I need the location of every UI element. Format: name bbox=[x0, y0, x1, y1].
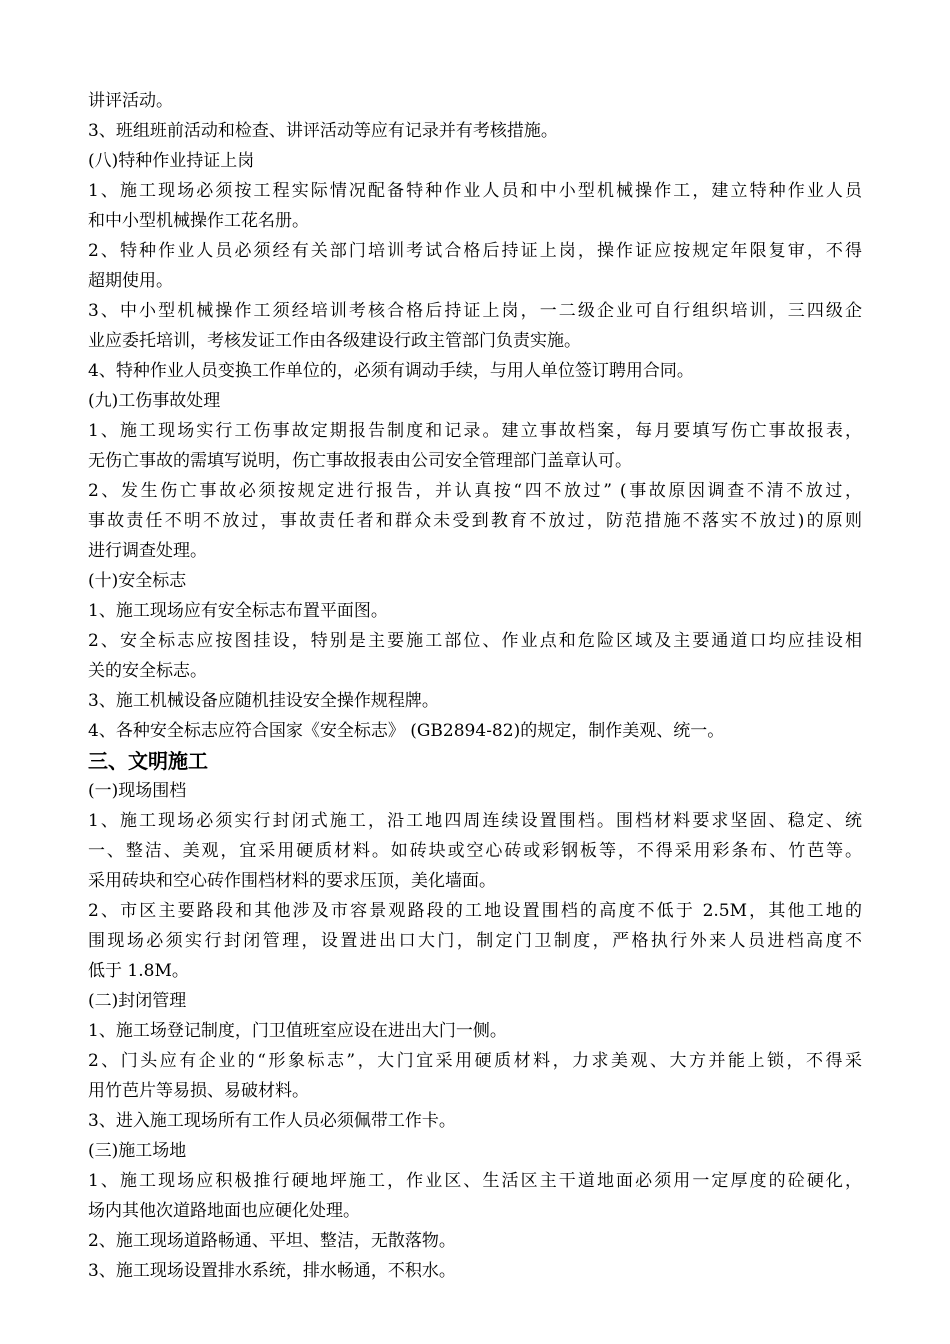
text-line: 讲评活动。 bbox=[88, 91, 173, 111]
text-line: (十)安全标志 bbox=[88, 571, 187, 591]
text-line: 2、门头应有企业的“形象标志”，大门宜采用硬质材料，力求美观、大方并能上锁，不得采 bbox=[88, 1051, 862, 1071]
document-page bbox=[88, 86, 862, 1286]
section-heading: 三、文明施工 bbox=[88, 749, 208, 773]
text-line: 关的安全标志。 bbox=[88, 661, 207, 681]
text-line: 3、施工现场设置排水系统，排水畅通，不积水。 bbox=[88, 1261, 456, 1281]
text-line: 事故责任不明不放过，事故责任者和群众未受到教育不放过，防范措施不落实不放过)的原则 bbox=[88, 511, 862, 531]
text-line: 低于 1.8M。 bbox=[88, 961, 189, 981]
text-line: (二)封闭管理 bbox=[88, 991, 187, 1011]
text-line: 1、施工现场实行工伤事故定期报告制度和记录。建立事故档案，每月要填写伤亡事故报表， bbox=[88, 421, 862, 441]
text-line: (三)施工场地 bbox=[88, 1141, 187, 1161]
text-line: 3、中小型机械操作工须经培训考核合格后持证上岗，一二级企业可自行组织培训，三四级企 bbox=[88, 301, 862, 321]
text-line: 超期使用。 bbox=[88, 271, 173, 291]
text-line: (九)工伤事故处理 bbox=[88, 391, 221, 411]
text-line: 一、整洁、美观，宜采用硬质材料。如砖块或空心砖或彩钢板等，不得采用彩条布、竹芭等。 bbox=[88, 841, 862, 861]
text-line: (八)特种作业持证上岗 bbox=[88, 151, 255, 171]
text-line: 和中小型机械操作工花名册。 bbox=[88, 211, 309, 231]
text-line: 围现场必须实行封闭管理，设置进出口大门，制定门卫制度，严格执行外来人员进档高度不 bbox=[88, 931, 862, 951]
text-line: 2、特种作业人员必须经有关部门培训考试合格后持证上岗，操作证应按规定年限复审，不得 bbox=[88, 241, 862, 261]
text-line: 1、施工场登记制度，门卫值班室应设在进出大门一侧。 bbox=[88, 1021, 507, 1041]
text-line: 用竹芭片等易损、易破材料。 bbox=[88, 1081, 309, 1101]
text-line: 2、发生伤亡事故必须按规定进行报告，并认真按“四不放过” (事故原因调查不清不放过， bbox=[88, 481, 862, 501]
text-line: 1、施工现场必须按工程实际情况配备特种作业人员和中小型机械操作工，建立特种作业人员 bbox=[88, 181, 862, 201]
text-line: 1、施工现场应有安全标志布置平面图。 bbox=[88, 601, 388, 621]
text-line: 2、市区主要路段和其他涉及市容景观路段的工地设置围档的高度不低于 2.5M，其他工地的 bbox=[88, 901, 862, 921]
text-line: (一)现场围档 bbox=[88, 781, 187, 801]
text-line: 2、施工现场道路畅通、平坦、整洁，无散落物。 bbox=[88, 1231, 456, 1251]
text-line: 3、施工机械设备应随机挂设安全操作规程牌。 bbox=[88, 691, 439, 711]
text-line: 1、施工现场应积极推行硬地坪施工，作业区、生活区主干道地面必须用一定厚度的砼硬化， bbox=[88, 1171, 862, 1191]
text-line: 4、各种安全标志应符合国家《安全标志》 (GB2894-82)的规定，制作美观、统一。 bbox=[88, 721, 725, 741]
text-line: 2、安全标志应按图挂设，特别是主要施工部位、作业点和危险区域及主要通道口均应挂设相 bbox=[88, 631, 862, 651]
text-line: 业应委托培训，考核发证工作由各级建设行政主管部门负责实施。 bbox=[88, 331, 581, 351]
text-line: 3、进入施工现场所有工作人员必须佩带工作卡。 bbox=[88, 1111, 456, 1131]
text-line: 无伤亡事故的需填写说明，伤亡事故报表由公司安全管理部门盖章认可。 bbox=[88, 451, 632, 471]
text-line: 采用砖块和空心砖作围档材料的要求压顶，美化墙面。 bbox=[88, 871, 496, 891]
text-line: 进行调查处理。 bbox=[88, 541, 207, 561]
text-line: 场内其他次道路地面也应硬化处理。 bbox=[88, 1201, 360, 1221]
text-line: 1、施工现场必须实行封闭式施工，沿工地四周连续设置围档。围档材料要求坚固、稳定、统 bbox=[88, 811, 862, 831]
text-line: 3、班组班前活动和检查、讲评活动等应有记录并有考核措施。 bbox=[88, 121, 558, 141]
text-line: 4、特种作业人员变换工作单位的，必须有调动手续，与用人单位签订聘用合同。 bbox=[88, 361, 694, 381]
